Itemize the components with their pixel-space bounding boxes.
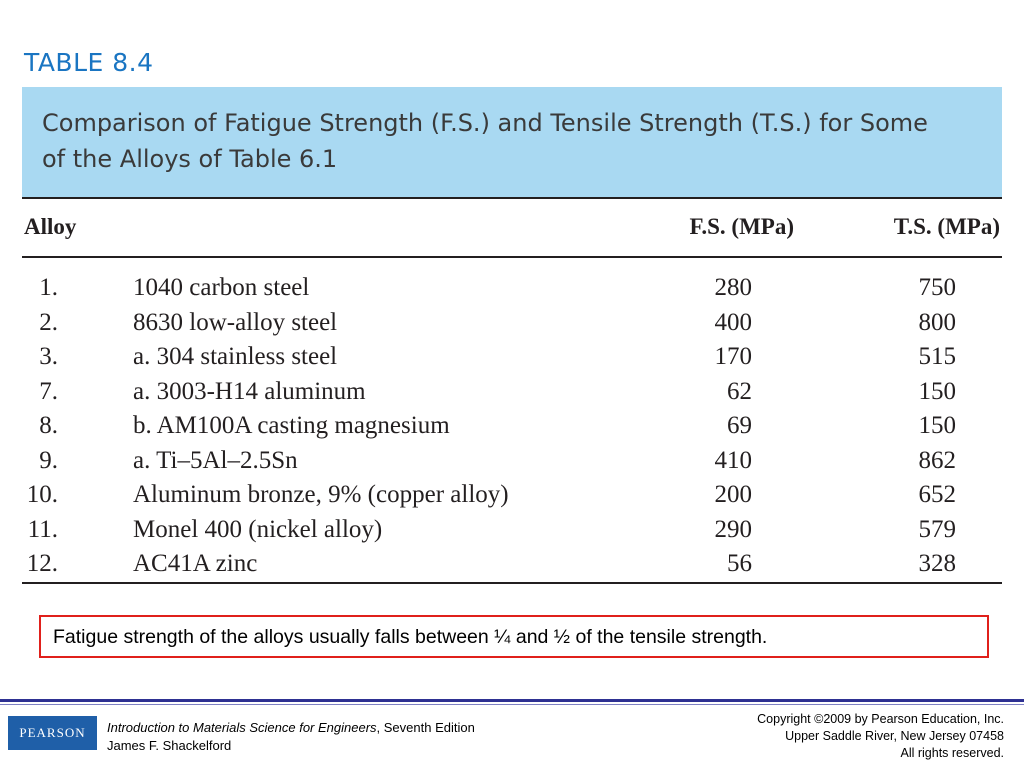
tensile-strength-value: 800: [918, 308, 956, 336]
pearson-logo: PEARSON: [8, 716, 97, 750]
footer-divider: [0, 699, 1024, 702]
fatigue-strength-value: 400: [714, 308, 752, 336]
column-header-tensile-strength: T.S. (MPa): [893, 214, 1000, 239]
fatigue-strength-value: 410: [714, 446, 752, 474]
fatigue-strength-value: 200: [714, 481, 752, 508]
footer-divider-thin: [0, 704, 1024, 705]
column-header-fatigue-strength: F.S. (MPa): [689, 214, 794, 239]
tensile-strength-value: 515: [918, 343, 956, 370]
table-row: [0, 340, 1024, 375]
tensile-strength-value: 150: [918, 412, 956, 439]
alloy-number: 1.: [39, 274, 58, 301]
table-row: [0, 513, 1024, 548]
alloy-number: 11.: [27, 515, 58, 543]
table-body: [0, 271, 1024, 582]
fatigue-strength-value: 62: [727, 377, 752, 405]
alloy-name: Aluminum bronze, 9% (copper alloy): [133, 481, 509, 508]
alloy-name: 8630 low-alloy steel: [133, 308, 338, 336]
alloy-name: Monel 400 (nickel alloy): [133, 515, 383, 543]
alloy-name: AC41A zinc: [133, 550, 258, 577]
copyright-notice: [757, 711, 1004, 762]
alloy-number: 12.: [26, 550, 58, 577]
alloy-name: b. AM100A casting magnesium: [133, 412, 450, 439]
alloy-name: 1040 carbon steel: [133, 274, 310, 301]
alloy-number: 2.: [39, 308, 58, 336]
bottom-rule: [22, 582, 1002, 584]
alloy-name: a. 3003-H14 aluminum: [133, 377, 366, 405]
fatigue-strength-value: 290: [714, 515, 752, 543]
table-row: [0, 306, 1024, 341]
tensile-strength-value: 150: [918, 377, 956, 405]
table-caption: [22, 87, 1002, 197]
table-row: [0, 478, 1024, 513]
alloy-number: 10.: [26, 481, 58, 508]
alloy-name: a. 304 stainless steel: [133, 343, 338, 370]
tensile-strength-value: 652: [918, 481, 956, 508]
caption-line-2: of the Alloys of Table 6.1: [42, 145, 338, 173]
fatigue-strength-value: 170: [714, 343, 752, 370]
fatigue-strength-value: 69: [727, 412, 752, 439]
top-rule: [22, 197, 1002, 199]
book-citation: [107, 719, 475, 755]
alloy-number: 9.: [39, 446, 58, 474]
table-row: [0, 375, 1024, 410]
column-header-alloy: Alloy: [24, 214, 77, 239]
fatigue-strength-value: 56: [727, 550, 752, 577]
table-number: TABLE 8.4: [24, 48, 154, 77]
book-author: James F. Shackelford: [107, 738, 232, 753]
book-title: Introduction to Materials Science for Engineers: [107, 720, 377, 735]
key-point-note: Fatigue strength of the alloys usually falls between ¼ and ½ of the tensile strength.: [39, 615, 989, 658]
alloy-number: 3.: [39, 343, 58, 370]
tensile-strength-value: 750: [918, 274, 956, 301]
table-row: [0, 409, 1024, 444]
alloy-name: a. Ti–5Al–2.5Sn: [133, 446, 298, 474]
caption-line-1: Comparison of Fatigue Strength (F.S.) and Tensile Strength (T.S.) for Some: [42, 109, 928, 137]
tensile-strength-value: 328: [918, 550, 956, 577]
table-row: [0, 444, 1024, 479]
book-edition: , Seventh Edition: [376, 720, 475, 735]
alloy-number: 8.: [39, 412, 58, 439]
fatigue-strength-value: 280: [714, 274, 752, 301]
table-row: [0, 547, 1024, 582]
rights-reserved: All rights reserved.: [900, 746, 1004, 760]
alloy-number: 7.: [39, 377, 58, 405]
header-rule: [22, 256, 1002, 258]
tensile-strength-value: 862: [918, 446, 956, 474]
tensile-strength-value: 579: [918, 515, 956, 543]
table-row: [0, 271, 1024, 306]
copyright-line: Copyright ©2009 by Pearson Education, Inc.: [757, 712, 1004, 726]
publisher-address: Upper Saddle River, New Jersey 07458: [785, 729, 1004, 743]
